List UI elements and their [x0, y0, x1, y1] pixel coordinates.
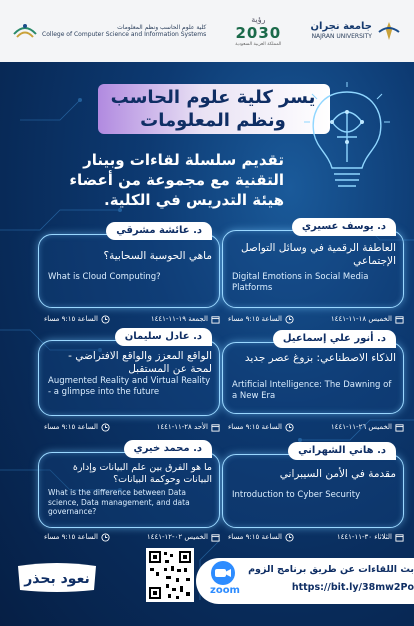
clock-icon — [285, 533, 294, 542]
session-time: الساعة ٩:١٥ مساء — [228, 533, 282, 541]
session-title-ar: العاطفة الرقمية في وسائل التواصل الإجتماعي — [240, 242, 396, 267]
session-title-ar: ما هو الفرق بين علم البيانات وإدارة البيانات وحوكمة البيانات؟ — [72, 462, 212, 485]
lightbulb-icon — [302, 82, 392, 212]
calendar-icon — [211, 423, 220, 432]
slogan-badge — [14, 560, 100, 594]
vision-2030-logo — [235, 15, 281, 47]
subtitle: تقديم سلسلة لقاءات وبينار التقنية مع مجموعة من أعضاء هيئة التدريس في الكلية. — [69, 151, 284, 209]
clock-icon — [285, 423, 294, 432]
session-card-2 — [222, 218, 404, 330]
session-card-4 — [222, 330, 404, 440]
session-title-ar: مقدمة في الأمن السيبراني — [279, 468, 396, 480]
calendar-icon — [211, 315, 220, 324]
session-card-5 — [38, 440, 220, 544]
university-logo — [310, 20, 402, 42]
header-logos — [0, 0, 414, 62]
session-title-ar: الذكاء الاصطناعي: بزوغ عصر جديد — [244, 352, 396, 364]
vision-sub: المملكة العربية السعودية — [235, 42, 282, 47]
speaker-name: د. عادل سليمان — [115, 328, 212, 346]
session-date: الخميس ٠٢-١٢-١٤٤١ — [146, 533, 208, 541]
session-meta — [44, 312, 220, 326]
session-meta — [228, 312, 404, 326]
speaker-name: د. أنور علي إسماعيل — [273, 330, 396, 348]
college-name-en: College of Computer Science and Information Systems — [42, 31, 207, 38]
session-title-ar: ماهي الحوسبة السحابية؟ — [103, 250, 212, 262]
college-name-ar: كلية علوم الحاسب ونظم المعلومات — [117, 23, 207, 31]
vision-year: 2030 — [235, 24, 282, 42]
session-title-en: Artificial Intelligence: The Dawning of a New Era — [232, 380, 392, 401]
college-logo — [12, 20, 206, 42]
calendar-icon — [395, 315, 404, 324]
session-time: الساعة ٩:١٥ مساء — [228, 315, 282, 323]
session-meta — [228, 530, 404, 544]
session-card-6 — [222, 442, 404, 544]
calendar-icon — [211, 533, 220, 542]
speaker-name: د. محمد خيري — [124, 440, 212, 458]
session-date: الأحد ٢٨-١١-١٤٤١ — [156, 423, 208, 431]
session-time: الساعة ٩:١٥ مساء — [44, 533, 98, 541]
clock-icon — [101, 423, 110, 432]
qr-code[interactable] — [146, 548, 194, 602]
session-meta — [44, 530, 220, 544]
clock-icon — [285, 315, 294, 324]
session-date: الجمعة ١٩-١١-١٤٤١ — [150, 315, 208, 323]
session-title-en: Introduction to Cyber Security — [232, 490, 361, 500]
session-date: الخميس ٢٦-١١-١٤٤١ — [330, 423, 392, 431]
speaker-name: د. عائشة مشرقي — [106, 222, 212, 240]
page-title: يسر كلية علوم الحاسب ونظم المعلومات — [110, 87, 316, 131]
university-name-en: NAJRAN UNIVERSITY — [311, 33, 372, 41]
footer-text: بث اللقاءات عن طريق برنامج الزوم — [248, 564, 414, 575]
session-time: الساعة ٩:١٥ مساء — [228, 423, 282, 431]
session-time: الساعة ٩:١٥ مساء — [44, 315, 98, 323]
zoom-link[interactable]: https://bit.ly/38mw2Po — [291, 582, 414, 593]
session-date: الثلاثاء ٣٠-١١-١٤٤١ — [336, 533, 392, 541]
speaker-name: د. يوسف عسيري — [292, 218, 396, 236]
university-emblem-icon — [376, 20, 402, 42]
session-card-3 — [38, 328, 220, 440]
calendar-icon — [395, 533, 404, 542]
clock-icon — [101, 315, 110, 324]
session-title-en: Digital Emotions in Social Media Platforms — [232, 272, 369, 293]
session-meta — [44, 420, 220, 434]
session-meta — [228, 420, 404, 434]
session-card-1 — [38, 222, 220, 330]
slogan-text: نعود بحذر — [24, 571, 90, 587]
session-title-en: What is Cloud Computing? — [48, 272, 161, 282]
session-title-en: Augmented Reality and Virtual Reality - a glimpse into the future — [48, 376, 211, 397]
session-date: الخميس ١٨-١١-١٤٤١ — [330, 315, 392, 323]
zoom-label: zoom — [210, 585, 240, 596]
session-title-en: What is the difference between Data science, Data management, and data governance? — [48, 488, 190, 516]
vision-top: رؤية — [251, 15, 266, 24]
zoom-icon — [206, 560, 240, 586]
session-time: الساعة ٩:١٥ مساء — [44, 423, 98, 431]
university-name-ar: جامعة نجران — [310, 21, 372, 33]
clock-icon — [101, 533, 110, 542]
speaker-name: د. هاني الشهراني — [288, 442, 396, 460]
session-title-ar: الواقع المعزز والواقع الافتراضي - لمحة عن المستقبل — [68, 350, 212, 375]
calendar-icon — [395, 423, 404, 432]
college-logo-icon — [12, 20, 38, 42]
